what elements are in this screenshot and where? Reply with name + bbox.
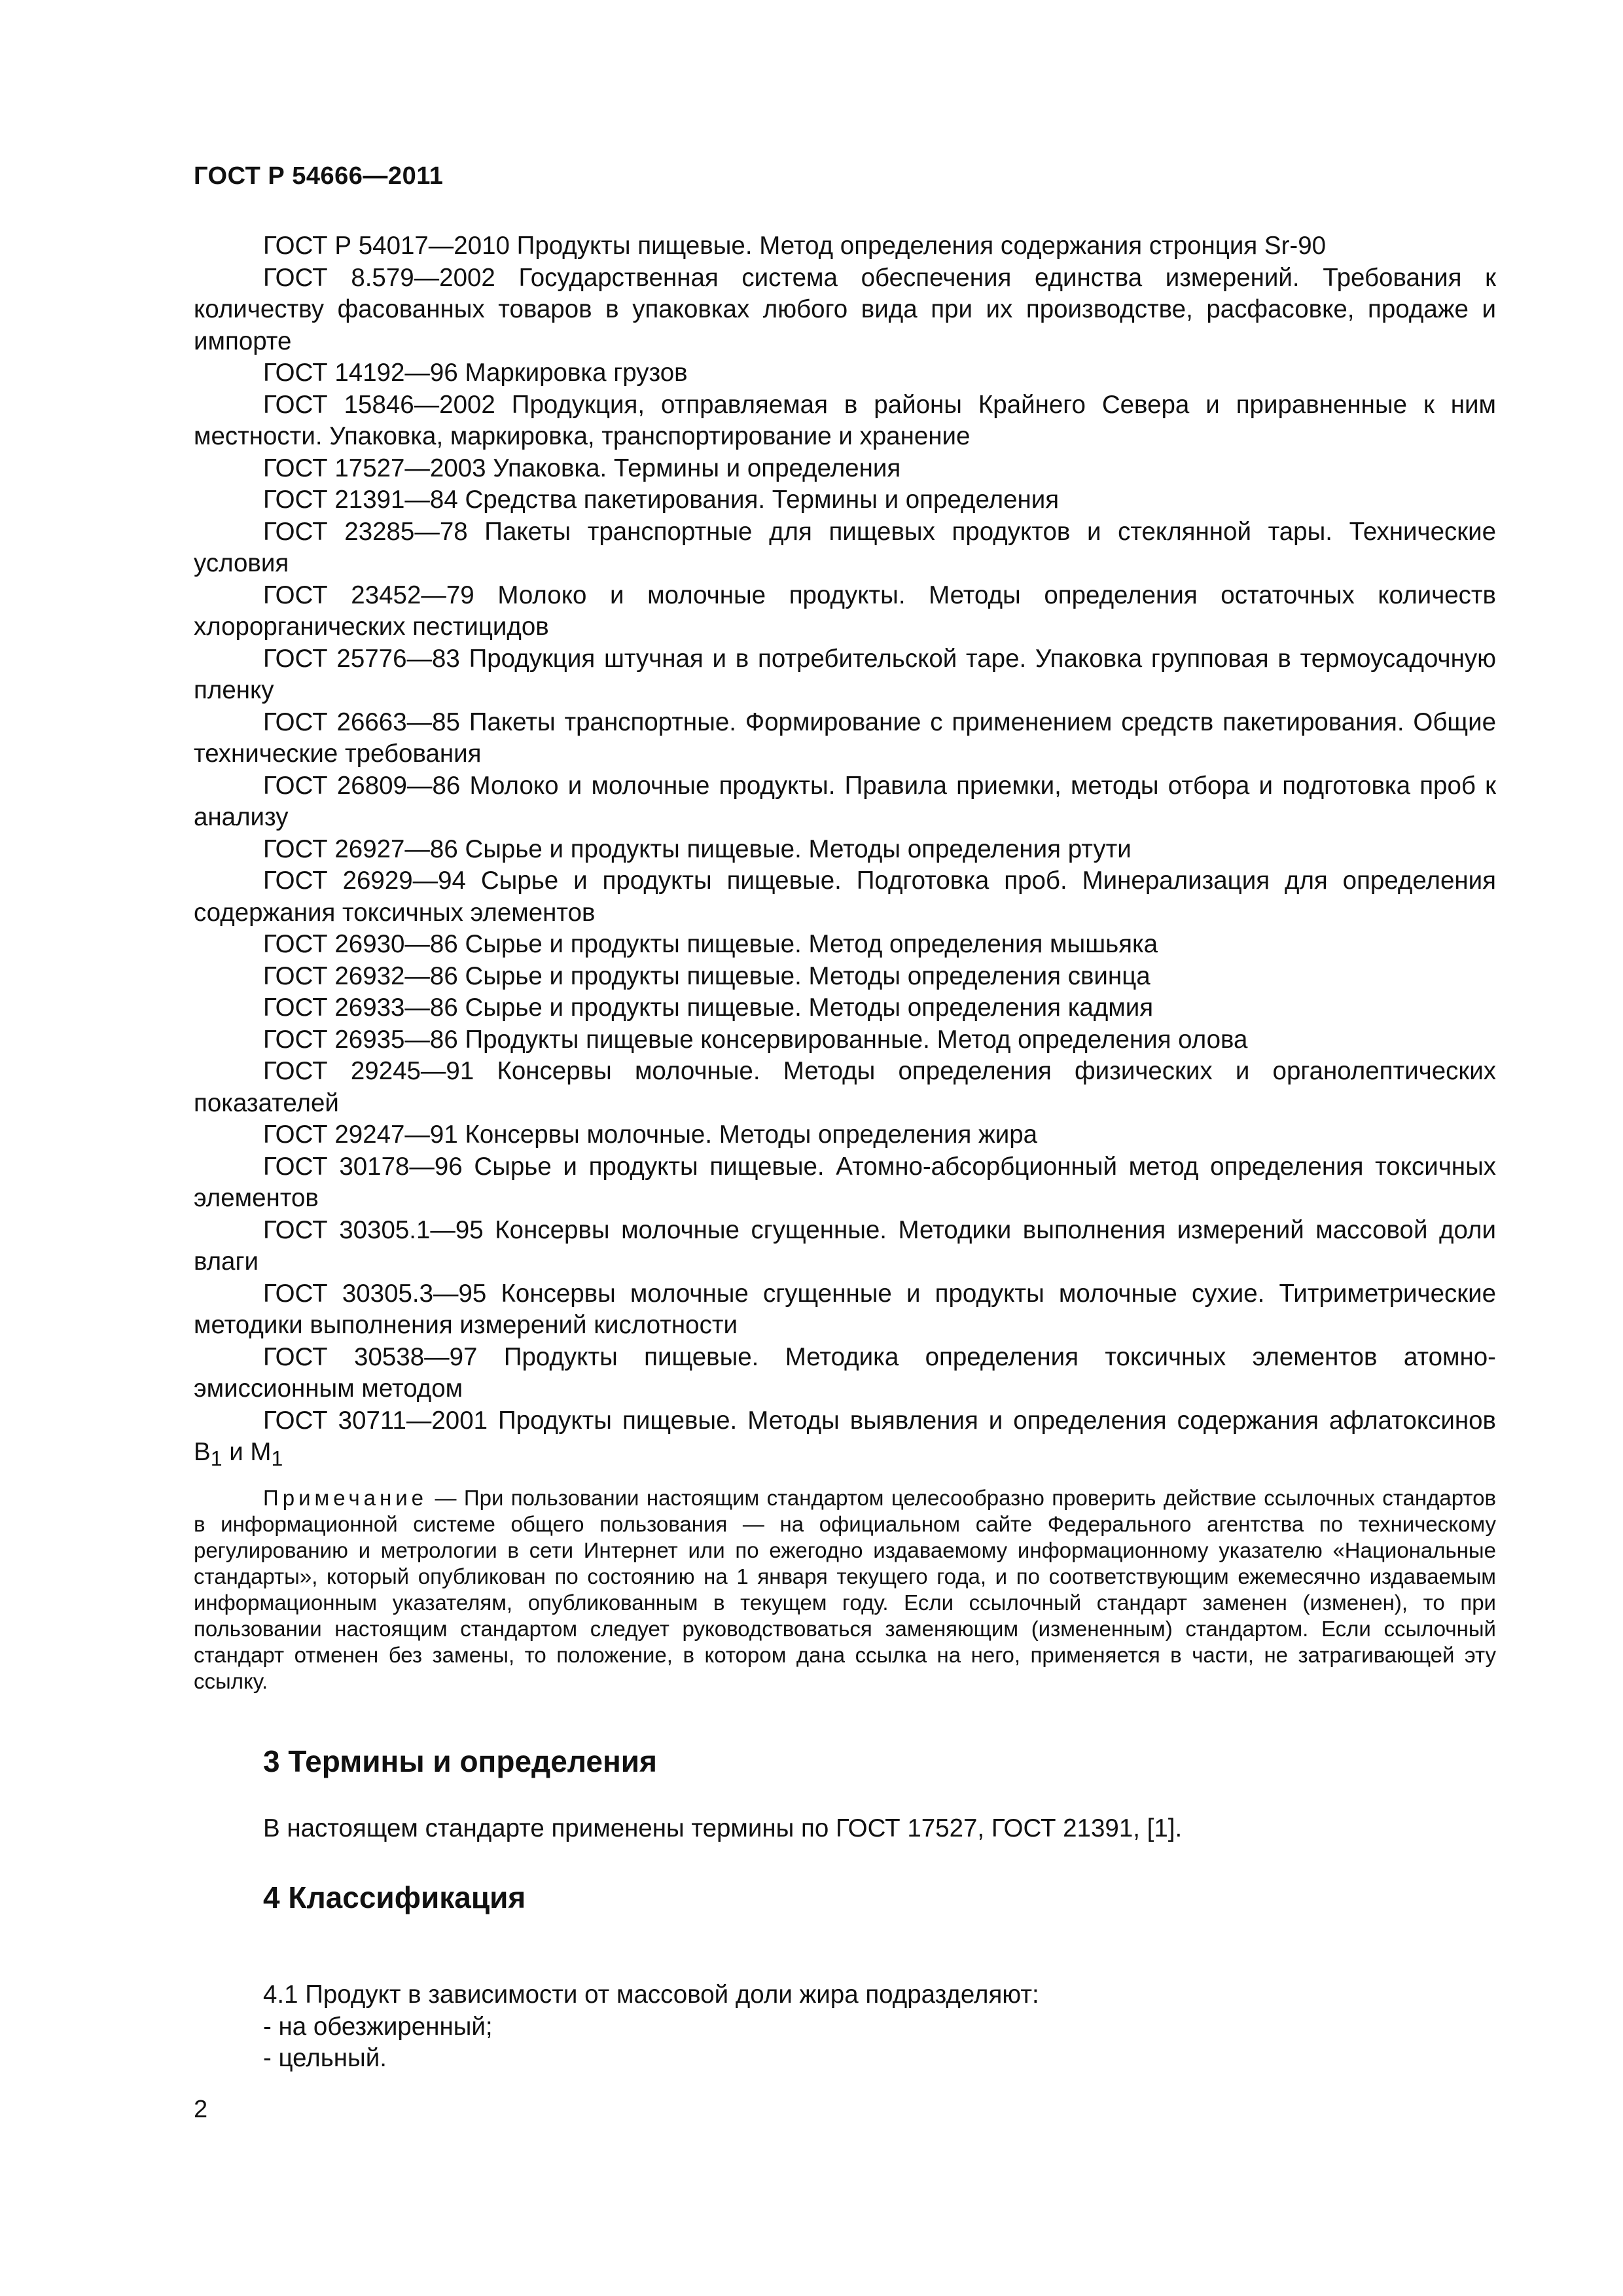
reference-item: ГОСТ 17527—2003 Упаковка. Термины и определения (263, 454, 901, 482)
reference-item: ГОСТ 8.579—2002 Государственная система обеспечения единства измерений. Требования к количеству фасованных товаров в упаковках любого вида при их производстве, расфасовке, продаже и импорте (194, 263, 1496, 355)
reference-item: ГОСТ 30538—97 Продукты пищевые. Методика определения токсичных элементов атомно-эмиссионным методом (194, 1342, 1496, 1403)
reference-item-aflatoxins (194, 1405, 1496, 1475)
list-item: - на обезжиренный; (263, 2012, 493, 2041)
section-4-title: 4 Классификация (263, 1880, 526, 1914)
reference-item: ГОСТ 25776—83 Продукция штучная и в потребительской таре. Упаковка групповая в термоусадочную пленку (194, 644, 1496, 704)
reference-text: ГОСТ 30711—2001 Продукты пищевые. Методы выявления и определения содержания афлатоксинов В (194, 1406, 1496, 1466)
subscript-b1: 1 (210, 1446, 223, 1471)
reference-item: ГОСТ 30178—96 Сырье и продукты пищевые. Атомно-абсорбционный метод определения токсичных элементов (194, 1152, 1496, 1212)
note-label: Примечание (263, 1486, 428, 1511)
reference-item: ГОСТ Р 54017—2010 Продукты пищевые. Метод определения содержания стронция Sr-90 (263, 232, 1327, 260)
reference-item: ГОСТ 14192—96 Маркировка грузов (263, 359, 688, 387)
document-header: ГОСТ Р 54666—2011 (194, 162, 444, 190)
reference-item: ГОСТ 30305.1—95 Консервы молочные сгущенные. Методики выполнения измерений массовой доли влаги (194, 1215, 1496, 1276)
note-paragraph (194, 1485, 1496, 1695)
reference-item: ГОСТ 15846—2002 Продукция, отправляемая в районы Крайнего Севера и приравненные к ним местности. Упаковка, маркировка, транспортирование и хранение (194, 390, 1496, 450)
reference-item: ГОСТ 26929—94 Сырье и продукты пищевые. Подготовка проб. Минерализация для определения содержания токсичных элементов (194, 867, 1496, 927)
reference-item: ГОСТ 29247—91 Консервы молочные. Методы определения жира (263, 1121, 1038, 1149)
reference-item: ГОСТ 26927—86 Сырье и продукты пищевые. Методы определения ртути (263, 834, 1132, 863)
reference-item: ГОСТ 30305.3—95 Консервы молочные сгущенные и продукты молочные сухие. Титриметрические методики выполнения измерений кислотности (194, 1279, 1496, 1339)
reference-item: ГОСТ 26935—86 Продукты пищевые консервированные. Метод определения олова (263, 1025, 1248, 1054)
list-item: - цельный. (263, 2044, 387, 2072)
reference-item: ГОСТ 23285—78 Пакеты транспортные для пищевых продуктов и стеклянной тары. Технические условия (194, 517, 1496, 577)
reference-item: ГОСТ 21391—84 Средства пакетирования. Термины и определения (263, 486, 1060, 514)
reference-item: ГОСТ 26932—86 Сырье и продукты пищевые. Методы определения свинца (263, 961, 1150, 990)
reference-item: ГОСТ 23452—79 Молоко и молочные продукты. Методы определения остаточных количеств хлорорганических пестицидов (194, 581, 1496, 641)
reference-item: ГОСТ 29245—91 Консервы молочные. Методы определения физических и органолептических показателей (194, 1057, 1496, 1117)
normative-references (194, 230, 1496, 1695)
reference-item: ГОСТ 26933—86 Сырье и продукты пищевые. Методы определения кадмия (263, 994, 1154, 1022)
reference-item: ГОСТ 26809—86 Молоко и молочные продукты. Правила приемки, методы отбора и подготовка проб к анализу (194, 771, 1496, 831)
list-item: 4.1 Продукт в зависимости от массовой доли жира подразделяют: (263, 1981, 1039, 2009)
reference-item: ГОСТ 26930—86 Сырье и продукты пищевые. Метод определения мышьяка (263, 930, 1158, 958)
section-3-text: В настоящем стандарте применены термины по ГОСТ 17527, ГОСТ 21391, [1]. (263, 1814, 1183, 1842)
page-number: 2 (194, 2096, 208, 2123)
reference-text-mid: и М (222, 1438, 272, 1466)
classification-list (263, 1979, 1493, 2075)
section-3-title: 3 Термины и определения (263, 1744, 657, 1778)
reference-item: ГОСТ 26663—85 Пакеты транспортные. Формирование с применением средств пакетирования. Общие технические требования (194, 708, 1496, 768)
note-text: — При пользовании настоящим стандартом целесообразно проверить действие ссылочных стандартов в информационной системе общего пользования — на официальном сайте Федерального агентства по техническому регулированию и метрологии в сети Интернет или по ежегодно издаваемому информационному указателю «Национальные стандарты», который опубликован по состоянию на 1 января текущего года, и по соответствующим ежемесячно издаваемым информационным указателям, опубликованным в текущем году. Если ссылочный стандарт заменен (изменен), то при пользовании настоящим стандартом следует руководствоваться заменяющим (измененным) стандартом. Если ссылочный стандарт отменен без замены, то положение, в котором дана ссылка на него, применяется в части, не затрагивающей эту ссылку. (194, 1486, 1496, 1694)
subscript-m1: 1 (271, 1446, 283, 1471)
